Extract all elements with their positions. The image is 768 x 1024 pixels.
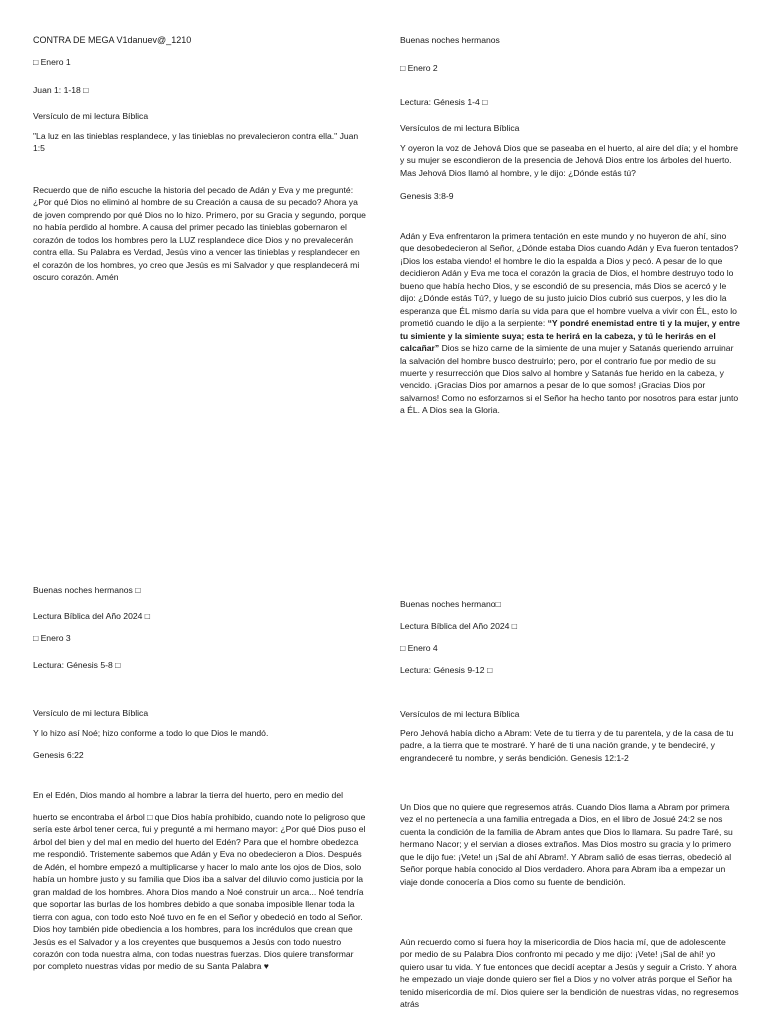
verse-heading: Versículos de mi lectura Bíblica (400, 709, 520, 719)
reflection-text: huerto se encontraba el árbol □ que Dios había prohibido, cuando note lo peligroso que sería este árbol tener cerca, fui y pregunté a mi hermano mayor: ¿Por qué Dios puso el árbol del bien y del mal en medio del huerto del Edén? Para que el hombre obedezca me respondió. Tristemente sabemos que Adán y Eva no obedecieron a Dios. Después de Adén, el hombre empezó a multiplicarse y hacer lo malo ante los ojos de Dios, solo había un hombre justo y su familia que Dios iba a salvar del diluvio como justicia por la gran maldad de los hombres. Ahora Dios mando a Noé construir un arca... Noé tendría que soportar las burlas de los hombres debido a que sonaba imposible llenar toda la tierra con agua, con todo esto Noé tuvo en fe en el Señor y obedeció en todo al Señor. Dios hoy también pide obediencia a los hombres, para los incrédulos que crean que Jesús es el Salvador y a los creyentes que busquemos a Jesús con todo nuestro corazón con toda nuestra alma, con todas nuestras fuerzas. Dios quiere transformar por completo nuestras vidas por medio de su Santa Palabra ♥ (33, 812, 366, 972)
verse-heading: Versículo de mi lectura Bíblica (33, 708, 149, 718)
greeting: Buenas noches hermanos (400, 35, 500, 45)
verse-heading: Versículo de mi lectura Bíblica (33, 111, 149, 121)
reading-year: Lectura Bíblica del Año 2024 □ (33, 611, 150, 621)
verse-reference: Genesis 3:8-9 (400, 191, 454, 201)
entry-date: □ Enero 2 (400, 63, 438, 73)
reflection-part-a: Adán y Eva enfrentaron la primera tentación en este mundo y no huyeron de ahí, sino que desobedecieron al Señor, ¿Dónde estaba Dios cuando Adán y Eva fueron tentados? ¡Dios los estaba viendo! el hombre le dio la espalda a Dios y pecó. A pesar de lo que decidieron Adán y Eva me toca el corazón la gracia de Dios, el hombre destruyo todo lo bueno que había hecho Dios, y se escondió de su presencia, más Dios se acercó y le dijo: ¿Dónde estás Tú?, y luego de su justo juicio Dios cubrió sus cuerpos, y les dio la esperanza que ÉL mismo daría su vida para que el hombre vuelva a vivir con ÉL, esto lo prometió cuando le dijo a la serpiente: (400, 231, 739, 329)
verse-text: "La luz en las tinieblas resplandece, y las tinieblas no prevalecieron contra ella." Juan 1:5 (33, 131, 359, 154)
reflection-text: Recuerdo que de niño escuche la historia del pecado de Adán y Eva y me pregunté: ¿Por qué Dios no eliminó al hombre de su Creación a causa de su pecado? Ahora ya de joven comprendo por qué Dios no lo hizo. Primero, por su Gracia y segundo, porque no había perdido al hombre. A causa del primer pecado las tinieblas gobernaron el corazón de todos los hombres pero la LUZ resplandece dice Dios y no prevalecerán contra ella. Su Palabra es Verdad, Jesús vino a vencer las tinieblas y resplandecer en el corazón de los hombres, yo creo que Jesús es mi Salvador y que resplandecerá mi oscuro corazón. Amén (33, 185, 366, 283)
verse-heading: Versículos de mi lectura Bíblica (400, 123, 520, 133)
entry-date: □ Enero 3 (33, 633, 71, 643)
reflection-first-line: En el Edén, Dios mando al hombre a labrar la tierra del huerto, pero en medio del (33, 790, 344, 800)
reading-reference: Juan 1: 1-18 □ (33, 85, 89, 95)
reflection-text (400, 230, 740, 417)
entry-date: □ Enero 4 (400, 643, 438, 653)
reflection-text: Un Dios que no quiere que regresemos atrás. Cuando Dios llama a Abram por primera vez el no pertenecía a una familia entregada a Dios, en el libro de Josué 24:2 se nos cuenta la condición de la familia de Abram antes que Dios lo llamara. Su padre Taré, su hermano Nacor; y el servian a dioses extraños. Mas Dios mostro su gracia y lo primero que le dijo fue: ¡Vete! un ¡Sal de ahí Abram!. Y Abram salió de esas tierras, obedeció al Señor porque había conocido al Dios verdadero. Ahora para Abram iba a empezar un viaje donde conocería a Dios como su fuente de bendición. (400, 802, 733, 887)
reading-reference: Lectura: Génesis 1-4 □ (400, 97, 488, 107)
reading-reference: Lectura: Génesis 5-8 □ (33, 660, 121, 670)
document-header: CONTRA DE MEGA V1danuev@_1210 (33, 35, 192, 45)
verse-text: Pero Jehová había dicho a Abram: Vete de tu tierra y de tu parentela, y de la casa de tu padre, a la tierra que te mostraré. Y haré de ti una nación grande, y te bendeciré, y engrandeceré tu nombre, y serás bendición. Genesis 12:1-2 (400, 728, 734, 763)
reflection-bold-quote: “Y pondré enemistad entre ti y la mujer, y entre tu simiente y la simiente suya; esta te herirá en la cabeza, y tú le herirás en el calcañar” (400, 318, 740, 354)
verse-text: Y lo hizo así Noé; hizo conforme a todo lo que Dios le mandó. (33, 728, 269, 738)
verse-reference: Genesis 6:22 (33, 750, 84, 760)
greeting: Buenas noches hermano□ (400, 599, 501, 609)
reading-reference: Lectura: Génesis 9-12 □ (400, 665, 493, 675)
reflection-text-2: Aún recuerdo como si fuera hoy la misericordia de Dios hacia mí, que de adolescente por medio de su Palabra Dios confronto mi pecado y me dijo: ¡Vete! ¡Sal de ahí! yo quiero usar tu vida. Y fue entonces que decidí aceptar a Jesús y seguir a Cristo. Y ahora he empezado un viaje donde quiero ser fiel a Dios y no volver atrás porque el Señor ha tenido misericordia de mí. Dios quiere ser la bendición de nuestras vidas, no regresemos atrás (400, 937, 739, 1010)
reflection-part-b: Dios se hizo carne de la simiente de una mujer y Satanás queriendo arruinar la salvación del hombre busco destruirlo; pero, por el contrario fue por medio de su muerte y resurrección que Dios salvo al hombre y Satanás fue herido en la cabeza, y vencido. ¡Gracias Dios por amarnos a pesar de lo que somos! ¡Gracias Dios por salvarnos! Como no esforzarnos si el Señor ha hecho tanto por nosotros para estar junto a ÉL. A Dios sea la Gloria. (400, 343, 739, 416)
entry-date: □ Enero 1 (33, 57, 71, 67)
verse-text: Y oyeron la voz de Jehová Dios que se paseaba en el huerto, al aire del día; y el hombre y su mujer se escondieron de la presencia de Jehová Dios entre los árboles del huerto. Mas Jehová Dios llamó al hombre, y le dijo: ¿Dónde estás tú? (400, 143, 739, 178)
greeting: Buenas noches hermanos □ (33, 585, 141, 595)
reading-year: Lectura Bíblica del Año 2024 □ (400, 621, 517, 631)
